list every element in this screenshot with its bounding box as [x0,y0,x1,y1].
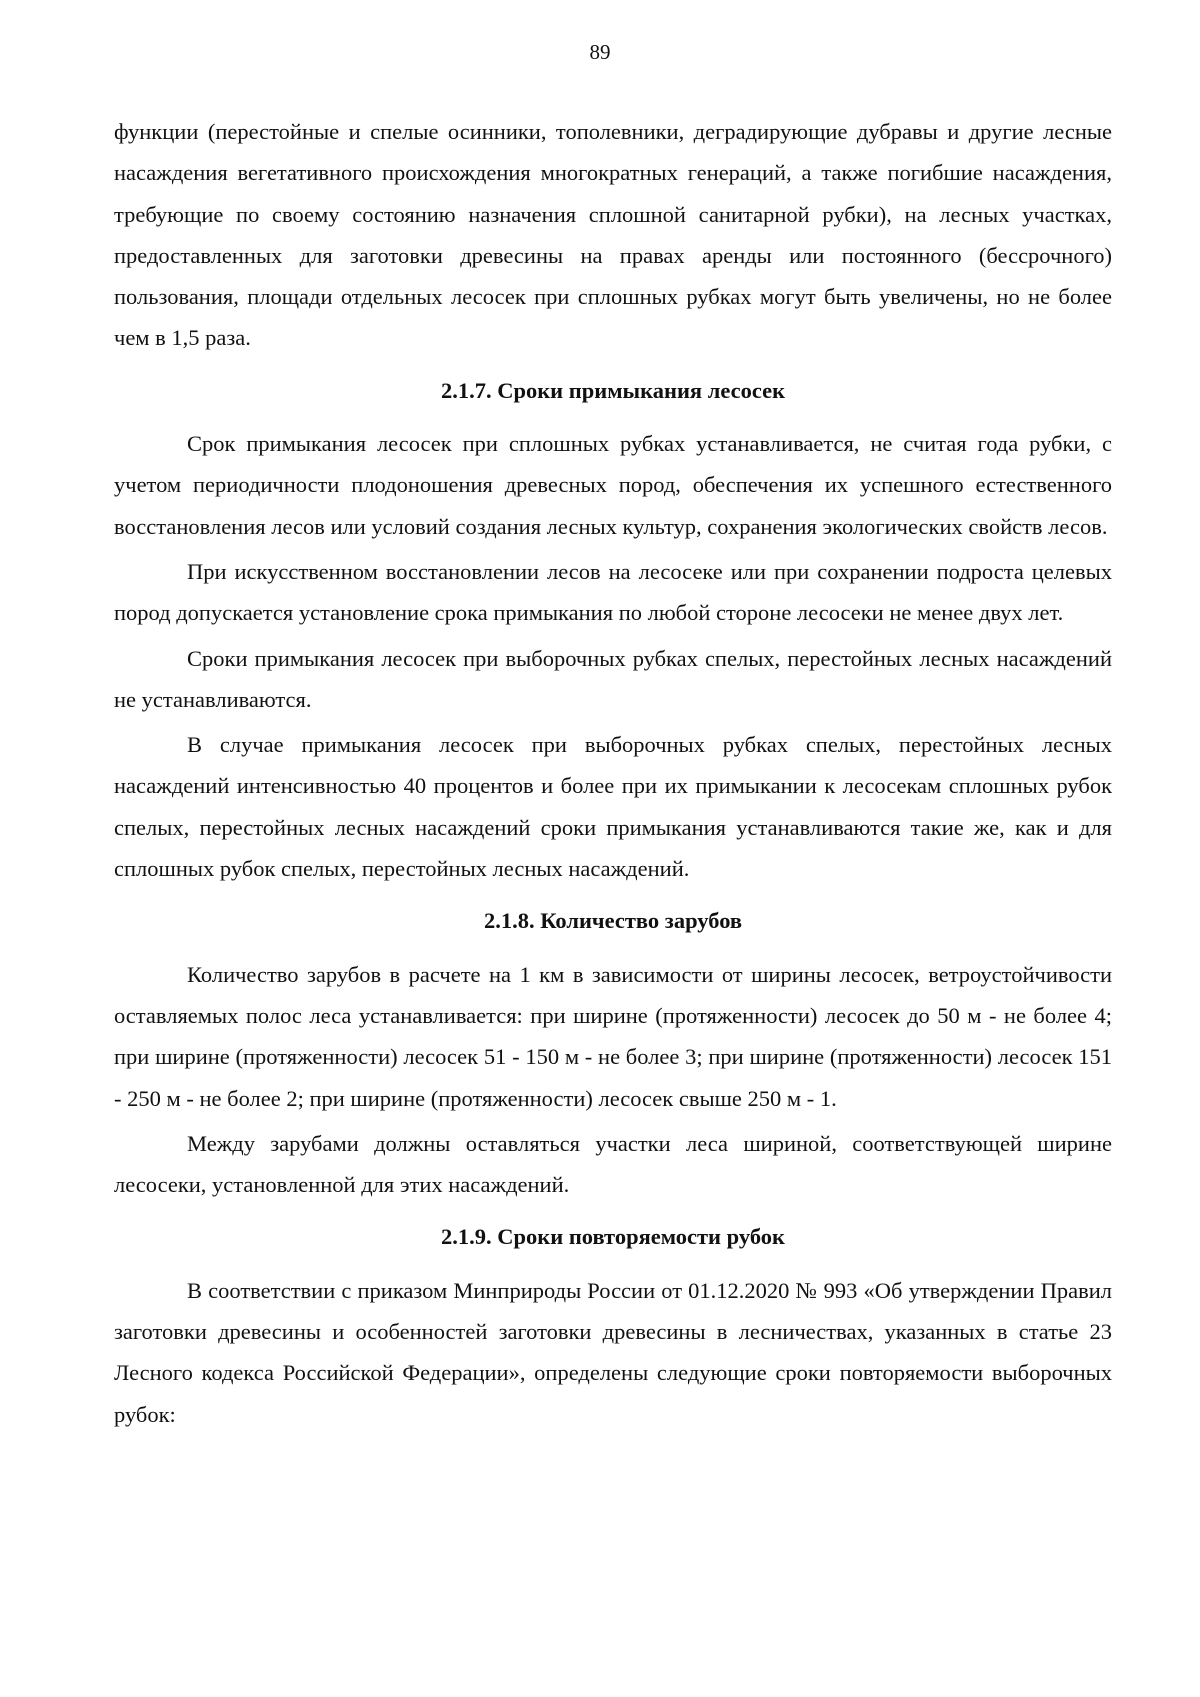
paragraph-intro: функции (перестойные и спелые осинники, тополевники, деградирующие дубравы и другие лесные насаждения вегетативного происхождения многократных генераций, а также погибшие насаждения, требующие по своему состоянию назначения сплошной санитарной рубки), на лесных участках, предоставленных для заготовки древесины на правах аренды или постоянного (бессрочного) пользования, площади отдельных лесосек при сплошных рубках могут быть увеличены, но не более чем в 1,5 раза. [114,119,1112,351]
page-number: 89 [589,40,611,64]
paragraph: Между зарубами должны оставляться участки леса шириной, соответствующей ширине лесосеки, установленной для этих насаждений. [114,1130,1112,1198]
paragraph: Срок примыкания лесосек при сплошных рубках устанавливается, не считая года рубки, с учетом периодичности плодоношения древесных пород, обеспечения их успешного естественного восстановления лесов или условий создания лесных культур, сохранения экологических свойств лесов. [114,431,1112,539]
section-heading-2-1-7: 2.1.7. Сроки примыкания лесосек [440,377,786,403]
page-content [114,111,1112,1439]
paragraph: Количество зарубов в расчете на 1 км в зависимости от ширины лесосек, ветроустойчивости оставляемых полос леса устанавливается: при ширине (протяженности) лесосек до 50 м - не более 4; при ширине (протяженности) лесосек 51 - 150 м - не более 3; при ширине (протяженности) лесосек 151 - 250 м - не более 2; при ширине (протяженности) лесосек свыше 250 м - 1. [114,961,1112,1111]
section-heading-2-1-8: 2.1.8. Количество зарубов [483,908,743,934]
paragraph: В случае примыкания лесосек при выборочных рубках спелых, перестойных лесных насаждений интенсивностью 40 процентов и более при их примыкании к лесосекам сплошных рубок спелых, перестойных лесных насаждений сроки примыкания устанавливаются такие же, как и для сплошных рубок спелых, перестойных лесных насаждений. [114,732,1112,882]
paragraph: В соответствии с приказом Минприроды России от 01.12.2020 № 993 «Об утверждении Правил заготовки древесины и особенностей заготовки древесины в лесничествах, указанных в статье 23 Лесного кодекса Российской Федерации», определены следующие сроки повторяемости выборочных рубок: [114,1277,1112,1427]
section-heading-2-1-9: 2.1.9. Сроки повторяемости рубок [441,1224,785,1250]
paragraph: При искусственном восстановлении лесов на лесосеке или при сохранении подроста целевых пород допускается установление срока примыкания по любой стороне лесосеки не менее двух лет. [114,558,1112,626]
paragraph: Сроки примыкания лесосек при выборочных рубках спелых, перестойных лесных насаждений не устанавливаются. [114,645,1112,712]
